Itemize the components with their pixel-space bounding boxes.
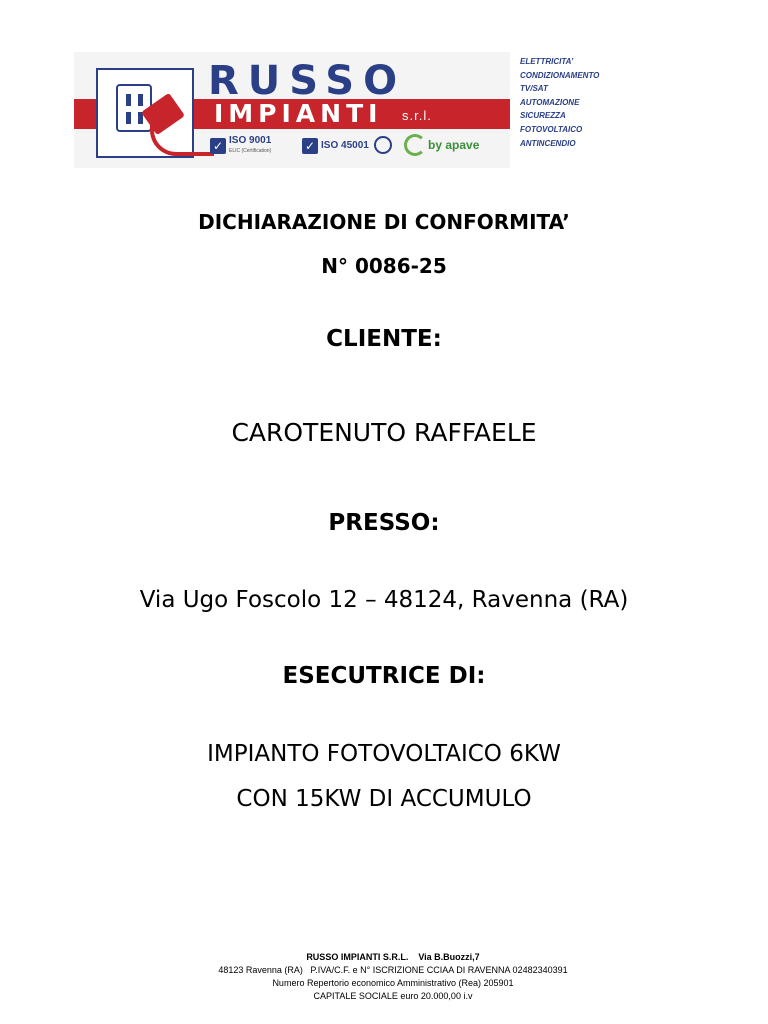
brand-subname: IMPIANTI xyxy=(214,99,383,128)
document-title: DICHIARAZIONE DI CONFORMITA’ xyxy=(198,210,570,234)
apave-badge xyxy=(404,134,479,156)
service-item: TV/SAT xyxy=(520,84,548,94)
checkmark-icon: ✓ xyxy=(302,138,318,154)
cert-label: ISO 9001 xyxy=(229,135,272,146)
socket-slot xyxy=(126,94,131,106)
services-list xyxy=(520,55,599,150)
company-logo xyxy=(74,52,510,168)
work-description-line2: CON 15KW DI ACCUMULO xyxy=(236,786,532,812)
service-item: ANTINCENDIO xyxy=(520,138,576,148)
brand-name: RUSSO xyxy=(208,58,407,104)
socket-slot xyxy=(138,94,143,106)
apave-logo-icon xyxy=(404,134,426,156)
site-address: Via Ugo Foscolo 12 – 48124, Ravenna (RA) xyxy=(139,587,629,613)
cord-icon xyxy=(150,122,214,156)
footer-company-line: RUSSO IMPIANTI S.R.L. Via B.Buozzi,7 xyxy=(306,952,480,962)
presso-heading: PRESSO: xyxy=(328,510,440,536)
document-number: N° 0086-25 xyxy=(321,254,447,278)
cert-sublabel: ELIC (Certification) xyxy=(229,148,272,154)
service-item: ELETTRICITA’ xyxy=(520,57,574,66)
footer-registration-line: 48123 Ravenna (RA) P.IVA/C.F. e N° ISCRIZIONE CCIAA DI RAVENNA 02482340391 xyxy=(218,965,568,975)
service-item: FOTOVOLTAICO xyxy=(520,124,583,134)
footer-rea-line: Numero Repertorio economico Amministrativo (Rea) 205901 xyxy=(272,978,514,988)
brand-suffix: s.r.l. xyxy=(402,108,432,123)
seal-icon xyxy=(374,136,392,154)
service-item: CONDIZIONAMENTO xyxy=(520,70,600,80)
iso-9001-badge xyxy=(210,134,271,158)
socket-slot xyxy=(126,112,131,124)
work-description-line1: IMPIANTO FOTOVOLTAICO 6KW xyxy=(207,741,561,767)
company-footer xyxy=(0,951,768,1003)
iso-45001-badge xyxy=(302,134,369,158)
cert-label: ISO 45001 xyxy=(321,140,369,151)
socket-icon xyxy=(96,68,194,158)
cliente-heading: CLIENTE: xyxy=(326,326,442,352)
footer-capital-line: CAPITALE SOCIALE euro 20.000,00 i.v xyxy=(313,991,473,1001)
apave-label: by apave xyxy=(428,138,480,152)
esecutrice-heading: ESECUTRICE DI: xyxy=(282,663,486,689)
service-item: AUTOMAZIONE xyxy=(520,97,580,107)
cliente-name: CAROTENUTO RAFFAELE xyxy=(231,418,537,447)
checkmark-icon: ✓ xyxy=(210,138,226,154)
service-item: SICUREZZA xyxy=(520,111,566,121)
